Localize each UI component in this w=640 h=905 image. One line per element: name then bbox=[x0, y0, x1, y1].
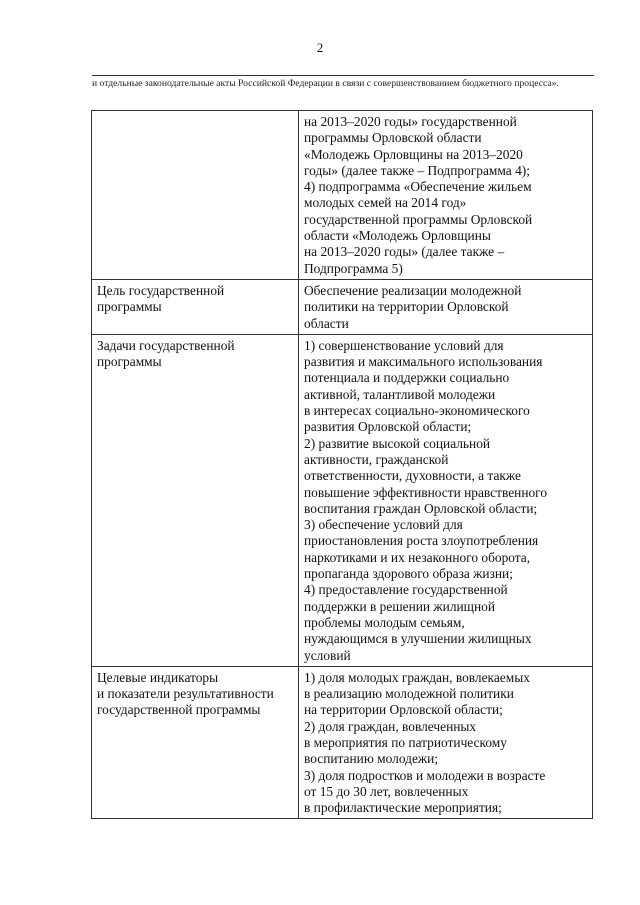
label-line: Целевые индикаторы bbox=[97, 669, 219, 685]
header-rule bbox=[92, 75, 594, 76]
value-line: политики на территории Орловской bbox=[304, 299, 509, 315]
value-line: развития и максимального использования bbox=[304, 354, 543, 370]
value-line: 1) совершенствование условий для bbox=[304, 337, 504, 353]
value-line: наркотиками и их незаконного оборота, bbox=[304, 549, 531, 565]
row-value-cell bbox=[299, 279, 593, 334]
table-row bbox=[92, 279, 593, 334]
header-note: и отдельные законодательные акты Российской Федерации в связи с совершенствованием бюджетного процесса». bbox=[92, 78, 559, 89]
value-line: Обеспечение реализации молодежной bbox=[304, 282, 522, 298]
row-label-cell bbox=[92, 334, 299, 666]
value-line: нуждающимся в улучшении жилищных bbox=[304, 631, 532, 647]
label-line: программы bbox=[97, 354, 162, 370]
value-line: активности, гражданской bbox=[304, 451, 449, 467]
value-line: условий bbox=[304, 647, 351, 663]
label-line: программы bbox=[97, 299, 162, 315]
value-line: в интересах социально-экономического bbox=[304, 403, 530, 419]
value-line: пропаганда здорового образа жизни; bbox=[304, 566, 513, 582]
label-line: и показатели результативности bbox=[97, 686, 274, 702]
value-line: в реализацию молодежной политики bbox=[304, 686, 514, 702]
value-line: 3) обеспечение условий для bbox=[304, 517, 463, 533]
value-line: на территории Орловской области; bbox=[304, 702, 503, 718]
value-line: 1) доля молодых граждан, вовлекаемых bbox=[304, 669, 530, 685]
value-line: годы» (далее также – Подпрограмма 4); bbox=[304, 162, 530, 178]
table-row bbox=[92, 334, 593, 666]
value-line: Подпрограмма 5) bbox=[304, 260, 403, 276]
value-line: развития Орловской области; bbox=[304, 419, 472, 435]
value-line: ответственности, духовности, а также bbox=[304, 468, 521, 484]
value-line: в профилактические мероприятия; bbox=[304, 800, 502, 816]
value-line: молодых семей на 2014 год» bbox=[304, 195, 467, 211]
table-row bbox=[92, 666, 593, 819]
label-line: Задачи государственной bbox=[97, 337, 235, 353]
row-label-cell bbox=[92, 279, 299, 334]
value-line: воспитания граждан Орловской области; bbox=[304, 500, 538, 516]
value-line: государственной программы Орловской bbox=[304, 211, 533, 227]
value-line: «Молодежь Орловщины на 2013–2020 bbox=[304, 146, 523, 162]
value-line: 4) предоставление государственной bbox=[304, 582, 508, 598]
value-line: приостановления роста злоупотребления bbox=[304, 533, 539, 549]
value-line: 2) доля граждан, вовлеченных bbox=[304, 718, 477, 734]
value-line: повышение эффективности нравственного bbox=[304, 484, 548, 500]
row-value-cell bbox=[299, 334, 593, 666]
row-label-cell bbox=[92, 111, 299, 280]
value-line: области bbox=[304, 315, 349, 331]
label-line: государственной программы bbox=[97, 702, 261, 718]
label-line: Цель государственной bbox=[97, 282, 225, 298]
value-line: проблемы молодым семьям, bbox=[304, 614, 465, 630]
value-line: 2) развитие высокой социальной bbox=[304, 435, 491, 451]
table-row bbox=[92, 111, 593, 280]
value-line: на 2013–2020 годы» (далее также – bbox=[304, 244, 505, 260]
value-line: активной, талантливой молодежи bbox=[304, 386, 496, 402]
value-line: потенциала и поддержки социально bbox=[304, 370, 510, 386]
value-line: в мероприятия по патриотическому bbox=[304, 734, 507, 750]
row-label-cell bbox=[92, 666, 299, 819]
row-value-cell bbox=[299, 111, 593, 280]
value-line: программы Орловской области bbox=[304, 130, 482, 146]
table-body bbox=[92, 111, 593, 819]
program-passport-table bbox=[91, 110, 593, 819]
value-line: 3) доля подростков и молодежи в возрасте bbox=[304, 767, 546, 783]
value-line: области «Молодежь Орловщины bbox=[304, 228, 491, 244]
row-value-cell bbox=[299, 666, 593, 819]
page-number: 2 bbox=[316, 40, 324, 55]
value-line: поддержки в решении жилищной bbox=[304, 598, 496, 614]
value-line: на 2013–2020 годы» государственной bbox=[304, 114, 517, 129]
value-line: 4) подпрограмма «Обеспечение жильем bbox=[304, 179, 532, 195]
value-line: воспитанию молодежи; bbox=[304, 751, 439, 767]
value-line: от 15 до 30 лет, вовлеченных bbox=[304, 783, 469, 799]
